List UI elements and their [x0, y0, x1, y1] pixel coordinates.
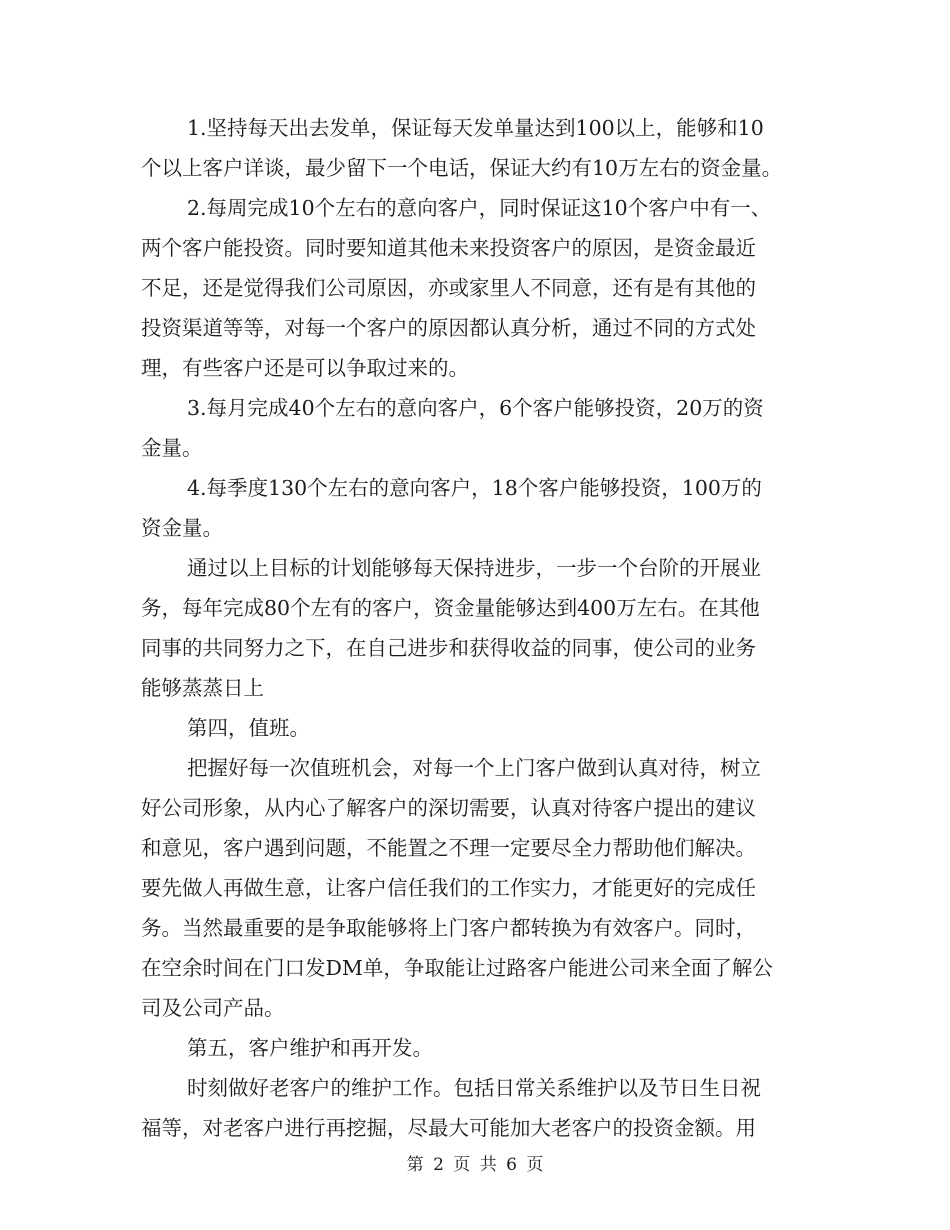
text-line: 能够蒸蒸日上	[141, 676, 264, 700]
page-number-footer: 第 2 页 共 6 页	[406, 1155, 544, 1175]
text-line: 把握好每一次值班机会，对每一个上门客户做到认真对待，树立	[187, 756, 761, 780]
text-line: 3.每月完成40个左右的意向客户，6个客户能够投资，20万的资	[187, 396, 764, 420]
section-heading: 第五，客户维护和再开发。	[187, 1036, 433, 1060]
text-line: 务。当然最重要的是争取能够将上门客户都转换为有效客户。同时，	[141, 916, 756, 940]
text-line: 好公司形象，从内心了解客户的深切需要，认真对待客户提出的建议	[141, 796, 756, 820]
text-line: 个以上客户详谈，最少留下一个电话，保证大约有10万左右的资金量。	[141, 156, 783, 180]
text-line: 1.坚持每天出去发单，保证每天发单量达到100以上，能够和10	[187, 116, 764, 140]
section-heading: 第四，值班。	[187, 716, 310, 740]
text-line: 资金量。	[141, 516, 223, 540]
text-line: 两个客户能投资。同时要知道其他未来投资客户的原因，是资金最近	[141, 236, 756, 260]
text-line: 投资渠道等等，对每一个客户的原因都认真分析，通过不同的方式处	[141, 316, 756, 340]
text-line: 务，每年完成80个左有的客户，资金量能够达到400万左右。在其他	[141, 596, 760, 620]
text-line: 4.每季度130个左右的意向客户，18个客户能够投资，100万的	[187, 476, 762, 500]
text-line: 司及公司产品。	[141, 996, 285, 1020]
text-line: 时刻做好老客户的维护工作。包括日常关系维护以及节日生日祝	[187, 1076, 761, 1100]
text-line: 福等，对老客户进行再挖掘，尽最大可能加大老客户的投资金额。用	[141, 1116, 756, 1140]
text-line: 金量。	[141, 436, 203, 460]
text-line: 在空余时间在门口发DM单，争取能让过路客户能进公司来全面了解公	[141, 956, 773, 980]
text-line: 同事的共同努力之下，在自己进步和获得收益的同事，使公司的业务	[141, 636, 756, 660]
text-line: 不足，还是觉得我们公司原因，亦或家里人不同意，还有是有其他的	[141, 276, 756, 300]
text-line: 2.每周完成10个左右的意向客户，同时保证这10个客户中有一、	[187, 196, 772, 220]
text-line: 要先做人再做生意，让客户信任我们的工作实力，才能更好的完成任	[141, 876, 756, 900]
text-line: 理，有些客户还是可以争取过来的。	[141, 356, 469, 380]
text-line: 和意见，客户遇到问题，不能置之不理一定要尽全力帮助他们解决。	[141, 836, 756, 860]
text-line: 通过以上目标的计划能够每天保持进步，一步一个台阶的开展业	[187, 556, 761, 580]
